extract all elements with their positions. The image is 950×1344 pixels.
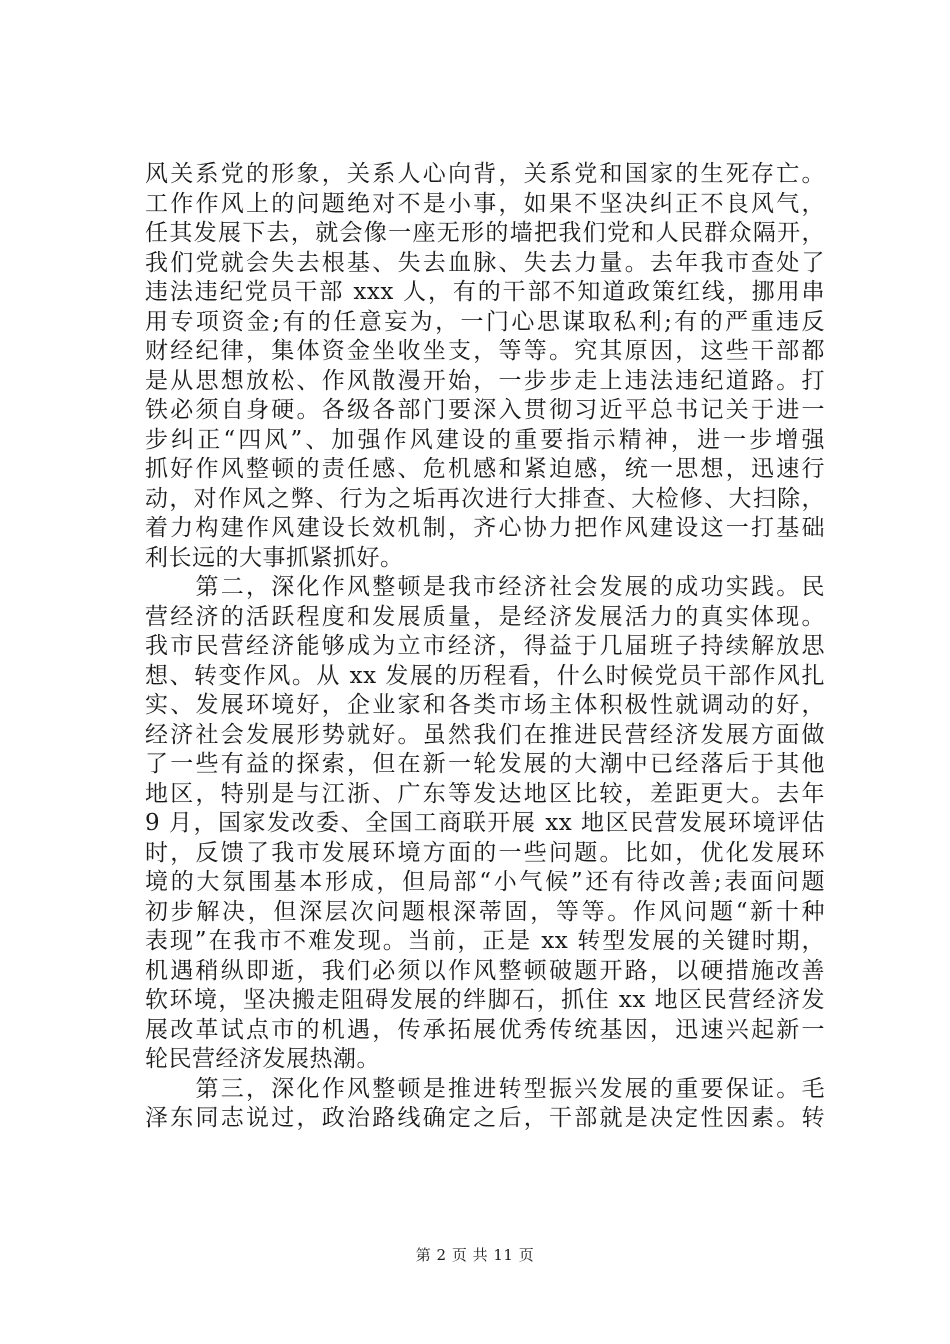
text-line: 利长远的大事抓紧抓好。 xyxy=(145,544,404,571)
text-line: 违法违纪党员干部 xxx 人，有的干部不知道政策红线，挪用串 xyxy=(145,279,825,305)
text-line: 地区，特别是与江浙、广东等发达地区比较，差距更大。去年 xyxy=(145,780,825,807)
text-line: 了一些有益的探索，但在新一轮发展的大潮中已经落后于其他 xyxy=(145,751,825,777)
text-line: 表现”在我市不难发现。当前，正是 xx 转型发展的关键时期， xyxy=(145,928,825,954)
text-line: 任其发展下去，就会像一座无形的墙把我们党和人民群众隔开， xyxy=(145,220,825,246)
text-line: 实、发展环境好，企业家和各类市场主体积极性就调动的好， xyxy=(145,692,825,718)
text-line: 第三，深化作风整顿是推进转型振兴发展的重要保证。毛 xyxy=(145,1075,825,1102)
text-line: 展改革试点市的机遇，传承拓展优秀传统基因，迅速兴起新一 xyxy=(145,1016,825,1043)
text-line: 我市民营经济能够成为立市经济，得益于几届班子持续解放思 xyxy=(145,633,825,659)
text-line: 我们党就会失去根基、失去血脉、失去力量。去年我市查处了 xyxy=(145,249,825,276)
text-line: 风关系党的形象，关系人心向背，关系党和国家的生死存亡。 xyxy=(145,161,825,187)
text-line: 铁必须自身硬。各级各部门要深入贯彻习近平总书记关于进一 xyxy=(145,397,825,423)
text-line: 想、转变作风。从 xx 发展的历程看，什么时候党员干部作风扎 xyxy=(145,662,825,689)
text-line: 经济社会发展形势就好。虽然我们在推进民营经济发展方面做 xyxy=(145,721,825,748)
body-text xyxy=(145,160,825,1134)
text-line: 着力构建作风建设长效机制，齐心协力把作风建设这一打基础 xyxy=(145,515,825,541)
text-line: 境的大氛围基本形成，但局部“小气候”还有待改善;表面问题 xyxy=(145,869,825,895)
text-line: 用专项资金;有的任意妄为，一门心思谋取私利;有的严重违反 xyxy=(145,308,825,335)
text-line: 步纠正“四风”、加强作风建设的重要指示精神，进一步增强 xyxy=(145,426,825,453)
text-line: 软环境，坚决搬走阻碍发展的绊脚石，抓住 xx 地区民营经济发 xyxy=(145,987,825,1013)
text-line: 工作作风上的问题绝对不是小事，如果不坚决纠正不良风气， xyxy=(145,190,825,217)
text-line: 轮民营经济发展热潮。 xyxy=(145,1046,380,1072)
text-line: 时，反馈了我市发展环境方面的一些问题。比如，优化发展环 xyxy=(145,839,825,866)
text-line: 机遇稍纵即逝，我们必须以作风整顿破题开路，以硬措施改善 xyxy=(145,957,825,984)
text-line: 动，对作风之弊、行为之垢再次进行大排查、大检修、大扫除， xyxy=(145,485,825,512)
text-line: 9 月，国家发改委、全国工商联开展 xx 地区民营发展环境评估 xyxy=(145,810,825,836)
text-line: 营经济的活跃程度和发展质量，是经济发展活力的真实体现。 xyxy=(145,603,825,630)
page-footer: 第 2 页 共 11 页 xyxy=(415,1246,535,1264)
text-line: 泽东同志说过，政治路线确定之后，干部就是决定性因素。转 xyxy=(145,1105,825,1131)
text-line: 第二，深化作风整顿是我市经济社会发展的成功实践。民 xyxy=(145,574,825,600)
text-line: 是从思想放松、作风散漫开始，一步步走上违法违纪道路。打 xyxy=(145,367,825,394)
text-line: 初步解决，但深层次问题根深蒂固，等等。作风问题“新十种 xyxy=(145,898,825,925)
text-line: 财经纪律，集体资金坐收坐支，等等。究其原因，这些干部都 xyxy=(145,338,825,364)
text-line: 抓好作风整顿的责任感、危机感和紧迫感，统一思想，迅速行 xyxy=(145,456,825,482)
